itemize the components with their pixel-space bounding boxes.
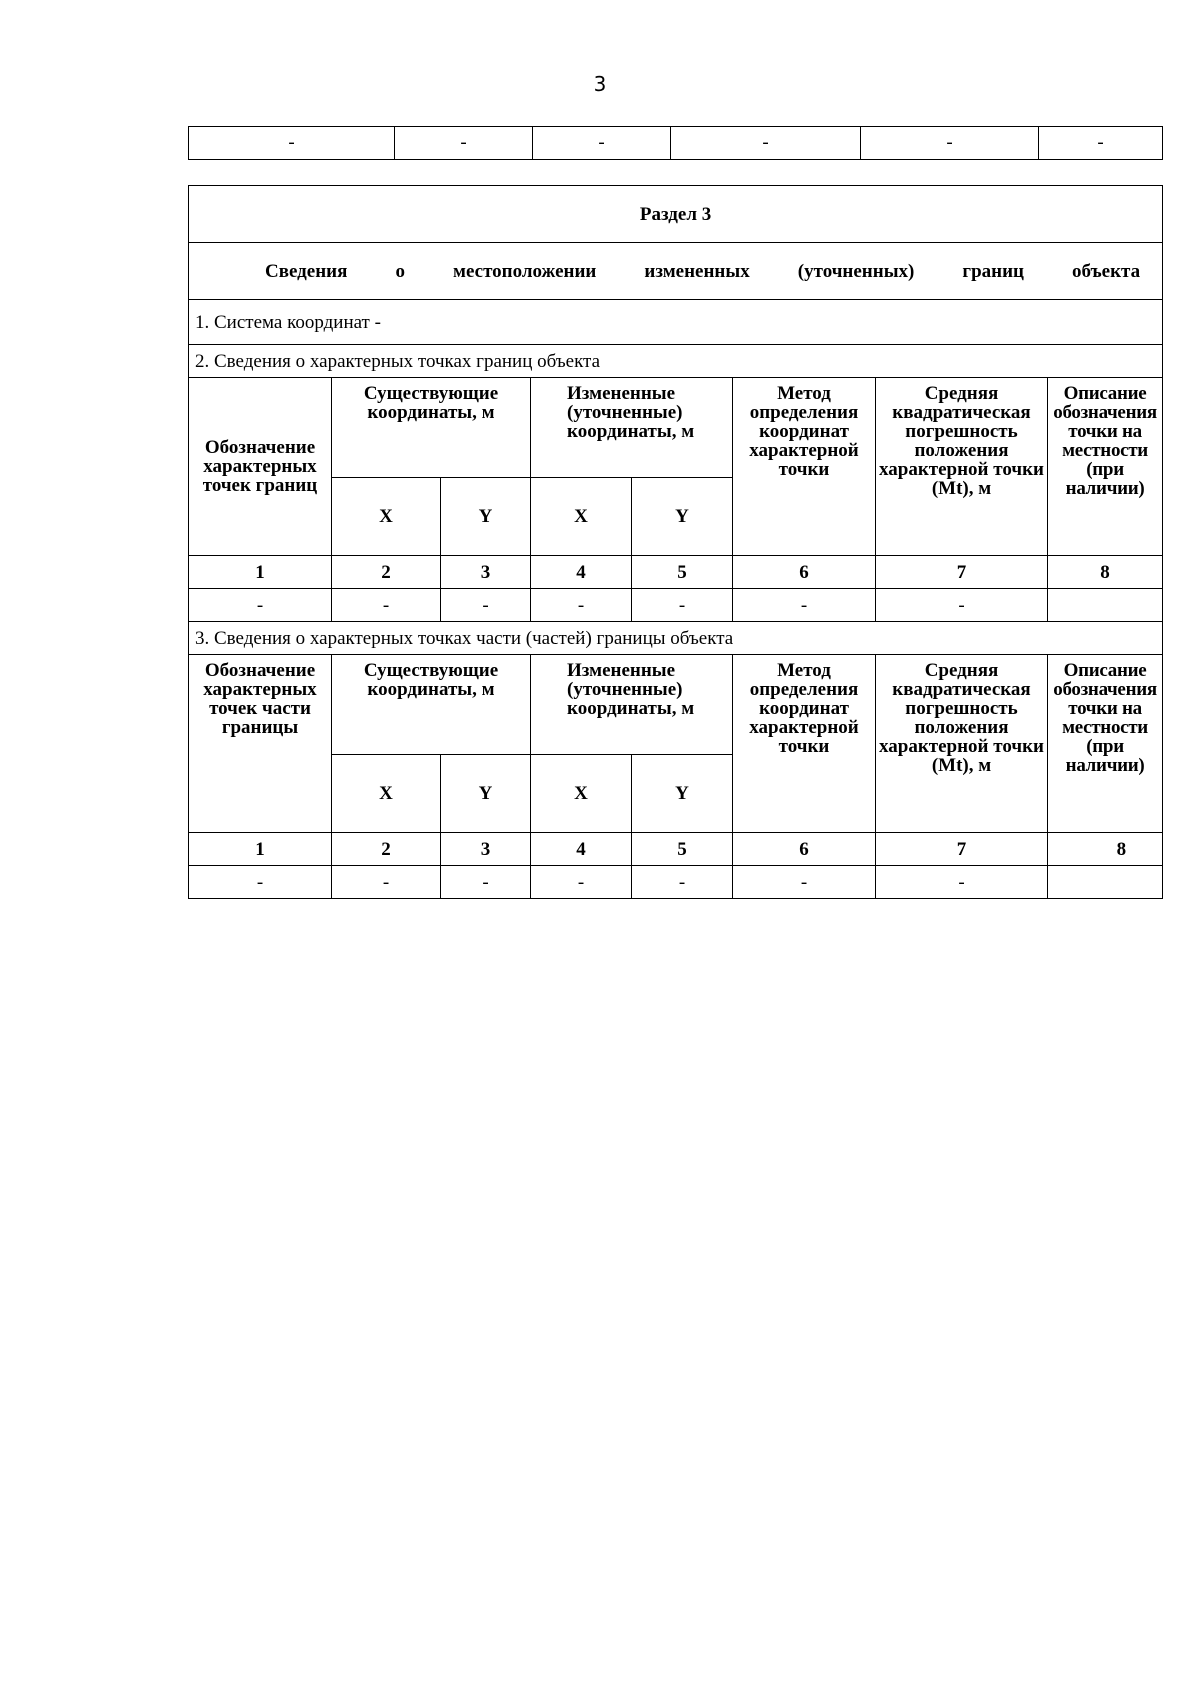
table-cell: - (441, 866, 531, 899)
table-row (189, 589, 1163, 622)
table-cell: - (332, 589, 441, 622)
col-designation-header: Обозначение характерных точек границ (189, 378, 332, 556)
table-cell (1048, 589, 1163, 622)
column-number: 6 (733, 556, 876, 589)
column-number: 4 (531, 833, 632, 866)
table-cell: - (395, 127, 533, 160)
column-number: 2 (332, 833, 441, 866)
col-changed-coords-header: Измененные (уточненные) координаты, м (531, 378, 733, 478)
table-cell: - (876, 866, 1048, 899)
col-method-header: Метод определения координат характерной точки (733, 655, 876, 833)
section-title: Раздел 3 (189, 186, 1163, 243)
table-cell: - (861, 127, 1039, 160)
column-number: 7 (876, 833, 1048, 866)
table-row (189, 866, 1163, 899)
table-cell: - (533, 127, 671, 160)
col-existing-coords-header: Существующие координаты, м (332, 378, 531, 478)
column-number: 8 (1048, 833, 1163, 866)
column-number: 2 (332, 556, 441, 589)
table-cell: - (189, 127, 395, 160)
column-number: 6 (733, 833, 876, 866)
table-cell: - (531, 866, 632, 899)
col-description-header: Описание обозначения точки на местности (при наличии) (1048, 378, 1163, 556)
table-cell: - (189, 866, 332, 899)
table-row (189, 127, 1163, 160)
column-number: 3 (441, 556, 531, 589)
table-cell: - (441, 589, 531, 622)
table-cell: - (876, 589, 1048, 622)
col-x-header: X (332, 478, 441, 556)
column-number: 5 (632, 833, 733, 866)
col-x-header: X (531, 755, 632, 833)
table-cell: - (531, 589, 632, 622)
column-numbers-row (189, 556, 1163, 589)
table-cell: - (632, 589, 733, 622)
col-designation-header: Обозначение характерных точек части границы (189, 655, 332, 833)
continuation-table (188, 126, 1163, 160)
col-y-header: Y (632, 478, 733, 556)
col-x-header: X (531, 478, 632, 556)
col-x-header: X (332, 755, 441, 833)
table-cell (1048, 866, 1163, 899)
page-number: 3 (593, 72, 607, 96)
col-description-header: Описание обозначения точки на местности (при наличии) (1048, 655, 1163, 833)
table-cell: - (632, 866, 733, 899)
column-number: 3 (441, 833, 531, 866)
table-cell: - (332, 866, 441, 899)
col-y-header: Y (632, 755, 733, 833)
table-cell: - (189, 589, 332, 622)
col-method-header: Метод определения координат характерной точки (733, 378, 876, 556)
column-number: 4 (531, 556, 632, 589)
column-number: 7 (876, 556, 1048, 589)
table-cell: - (1039, 127, 1163, 160)
table-cell: - (671, 127, 861, 160)
points-caption: 2. Сведения о характерных точках границ объекта (189, 345, 1163, 378)
column-numbers-row (189, 833, 1163, 866)
col-y-header: Y (441, 755, 531, 833)
column-number: 1 (189, 833, 332, 866)
parts-caption: 3. Сведения о характерных точках части (частей) границы объекта (189, 622, 1163, 655)
col-changed-coords-header: Измененные (уточненные) координаты, м (531, 655, 733, 755)
col-error-header: Средняя квадратическая погрешность положения характерной точки (Mt), м (876, 655, 1048, 833)
column-number: 5 (632, 556, 733, 589)
column-number: 1 (189, 556, 332, 589)
section-subtitle: Сведения о местоположении измененных (уточненных) границ объекта (189, 243, 1163, 300)
table-cell: - (733, 589, 876, 622)
section-3-table (188, 185, 1163, 899)
table-cell: - (733, 866, 876, 899)
col-existing-coords-header: Существующие координаты, м (332, 655, 531, 755)
col-y-header: Y (441, 478, 531, 556)
coordinate-system: 1. Система координат - (189, 300, 1163, 345)
column-number: 8 (1048, 556, 1163, 589)
col-error-header: Средняя квадратическая погрешность положения характерной точки (Mt), м (876, 378, 1048, 556)
